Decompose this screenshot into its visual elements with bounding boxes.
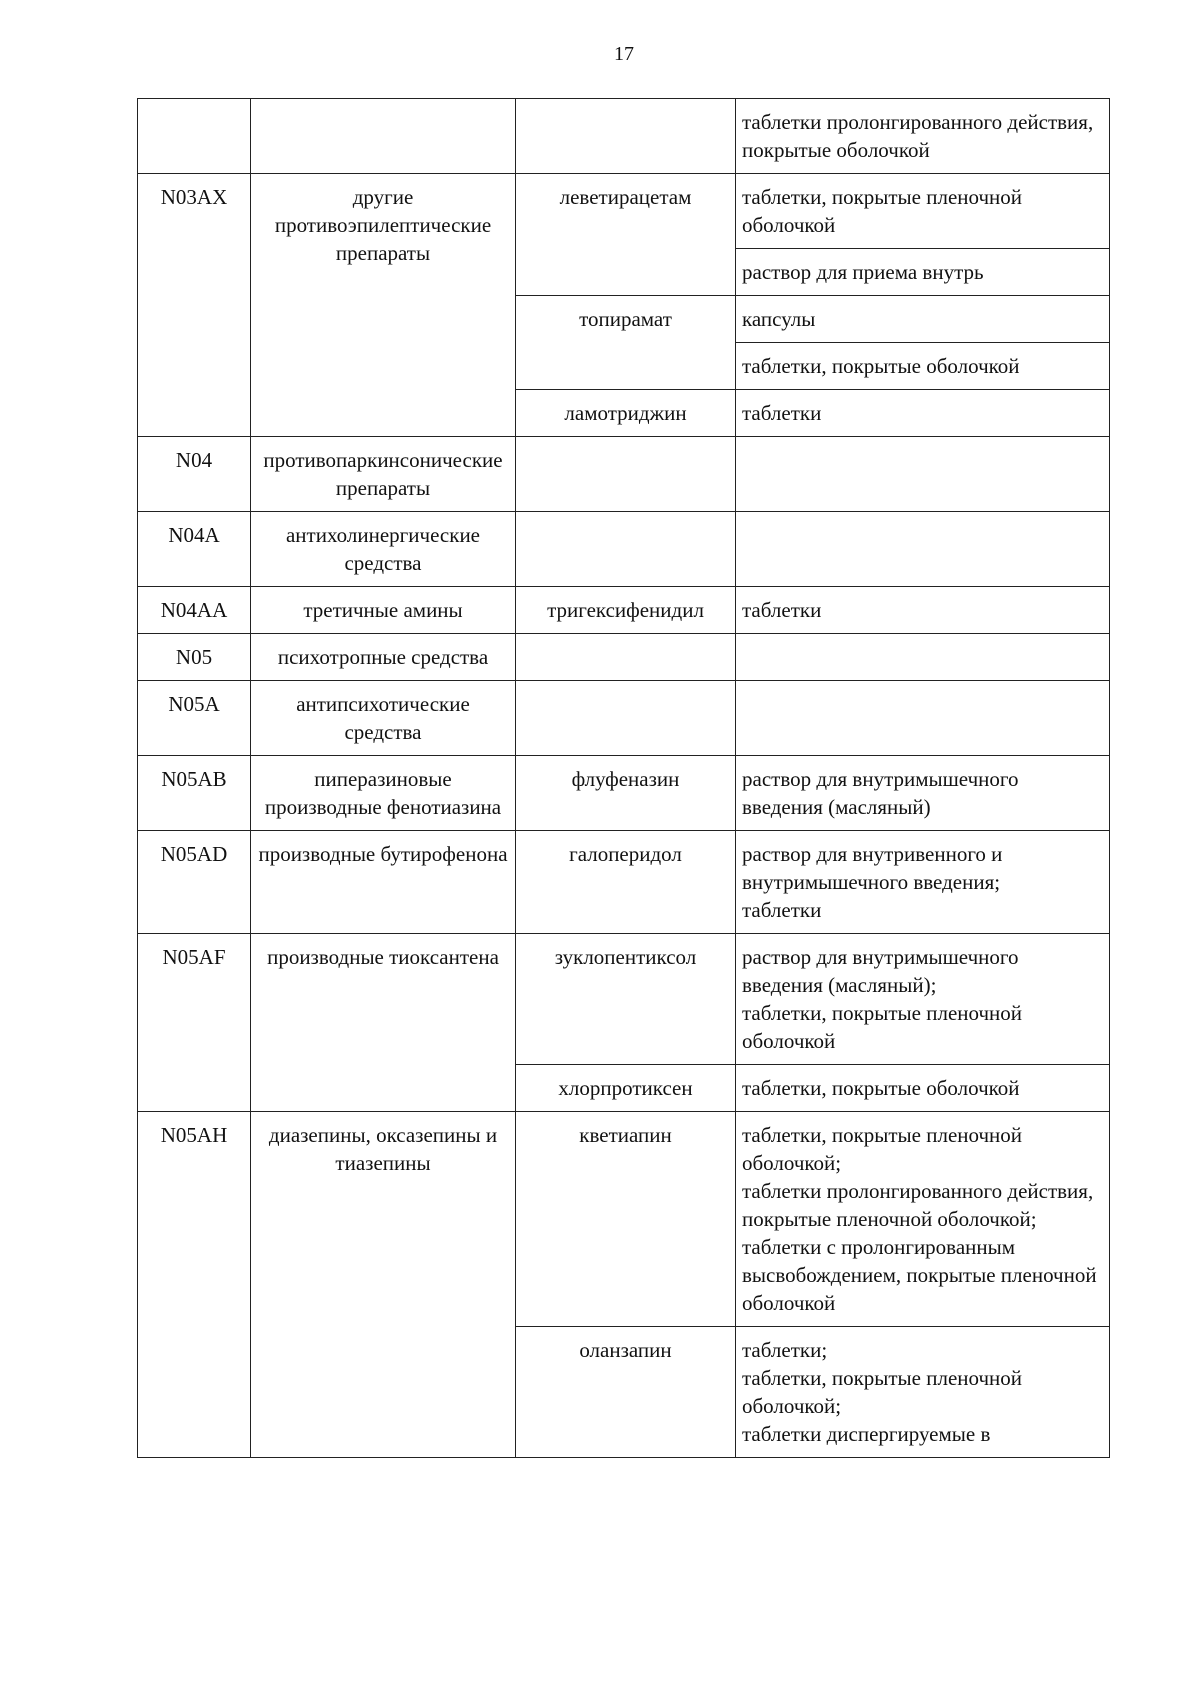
form-line: таблетки диспергируемые в bbox=[742, 1422, 991, 1446]
form-line: таблетки, покрытые оболочкой bbox=[742, 1076, 1020, 1100]
form-cell bbox=[736, 587, 1110, 634]
table-row bbox=[138, 99, 1110, 174]
form-line: раствор для внутримышечного введения (масляный); bbox=[742, 945, 1019, 997]
atc-code-cell: N04 bbox=[138, 437, 251, 512]
form-line: раствор для внутримышечного введения (масляный) bbox=[742, 767, 1019, 819]
atc-code-cell: N05A bbox=[138, 681, 251, 756]
form-line: таблетки, покрытые пленочной оболочкой bbox=[742, 185, 1023, 237]
form-cell bbox=[736, 634, 1110, 681]
drug-table bbox=[137, 98, 1110, 1458]
group-cell: производные тиоксантена bbox=[251, 934, 516, 1112]
atc-code-cell: N03AX bbox=[138, 174, 251, 437]
form-line: таблетки; bbox=[742, 1338, 828, 1362]
drug-cell bbox=[516, 681, 736, 756]
form-line: таблетки bbox=[742, 401, 822, 425]
atc-code-cell: N05 bbox=[138, 634, 251, 681]
atc-code-cell: N05AF bbox=[138, 934, 251, 1112]
drug-cell bbox=[516, 437, 736, 512]
table-row bbox=[138, 831, 1110, 934]
atc-code-cell bbox=[138, 99, 251, 174]
form-line: раствор для внутривенного и внутримышечного введения; bbox=[742, 842, 1003, 894]
table-row bbox=[138, 587, 1110, 634]
table-row bbox=[138, 681, 1110, 756]
drug-cell: топирамат bbox=[516, 296, 736, 390]
form-cell bbox=[736, 390, 1110, 437]
group-cell: диазепины, оксазепины и тиазепины bbox=[251, 1112, 516, 1458]
page-number: 17 bbox=[614, 43, 634, 65]
form-cell bbox=[736, 512, 1110, 587]
table-row bbox=[138, 512, 1110, 587]
drug-cell bbox=[516, 99, 736, 174]
form-line: таблетки пролонгированного действия, покрытые оболочкой bbox=[742, 110, 1094, 162]
table-row bbox=[138, 634, 1110, 681]
form-cell bbox=[736, 1065, 1110, 1112]
form-line: раствор для приема внутрь bbox=[742, 260, 984, 284]
form-line: таблетки, покрытые оболочкой bbox=[742, 354, 1020, 378]
form-cell bbox=[736, 437, 1110, 512]
drug-cell: тригексифенидил bbox=[516, 587, 736, 634]
drug-cell: галоперидол bbox=[516, 831, 736, 934]
form-cell bbox=[736, 99, 1110, 174]
group-cell bbox=[251, 99, 516, 174]
drug-cell: оланзапин bbox=[516, 1327, 736, 1458]
drug-cell: ламотриджин bbox=[516, 390, 736, 437]
group-cell: третичные амины bbox=[251, 587, 516, 634]
form-line: таблетки, покрытые пленочной оболочкой; bbox=[742, 1366, 1023, 1418]
group-cell: психотропные средства bbox=[251, 634, 516, 681]
form-line: капсулы bbox=[742, 307, 816, 331]
form-line: таблетки, покрытые пленочной оболочкой bbox=[742, 1001, 1023, 1053]
drug-cell: хлорпротиксен bbox=[516, 1065, 736, 1112]
atc-code-cell: N04AA bbox=[138, 587, 251, 634]
form-cell bbox=[736, 296, 1110, 343]
form-cell bbox=[736, 756, 1110, 831]
form-cell bbox=[736, 343, 1110, 390]
atc-code-cell: N05AB bbox=[138, 756, 251, 831]
group-cell: антипсихотические средства bbox=[251, 681, 516, 756]
group-cell: антихолинергические средства bbox=[251, 512, 516, 587]
table-row bbox=[138, 934, 1110, 1065]
atc-code-cell: N05AH bbox=[138, 1112, 251, 1458]
form-cell bbox=[736, 831, 1110, 934]
group-cell: производные бутирофенона bbox=[251, 831, 516, 934]
form-cell bbox=[736, 1112, 1110, 1327]
table-row bbox=[138, 1112, 1110, 1327]
drug-cell: флуфеназин bbox=[516, 756, 736, 831]
drug-cell: зуклопентиксол bbox=[516, 934, 736, 1065]
form-line: таблетки bbox=[742, 898, 822, 922]
drug-cell bbox=[516, 512, 736, 587]
drug-cell bbox=[516, 634, 736, 681]
form-cell bbox=[736, 1327, 1110, 1458]
form-line: таблетки с пролонгированным высвобождением, покрытые пленочной оболочкой bbox=[742, 1235, 1097, 1315]
group-cell: другие противоэпилептические препараты bbox=[251, 174, 516, 437]
table-row bbox=[138, 437, 1110, 512]
form-cell bbox=[736, 174, 1110, 249]
table-row bbox=[138, 174, 1110, 249]
drug-cell: леветирацетам bbox=[516, 174, 736, 296]
form-cell bbox=[736, 681, 1110, 756]
form-cell bbox=[736, 934, 1110, 1065]
group-cell: противопаркинсонические препараты bbox=[251, 437, 516, 512]
form-cell bbox=[736, 249, 1110, 296]
group-cell: пиперазиновые производные фенотиазина bbox=[251, 756, 516, 831]
table-row bbox=[138, 756, 1110, 831]
drug-cell: кветиапин bbox=[516, 1112, 736, 1327]
atc-code-cell: N04A bbox=[138, 512, 251, 587]
form-line: таблетки, покрытые пленочной оболочкой; bbox=[742, 1123, 1023, 1175]
atc-code-cell: N05AD bbox=[138, 831, 251, 934]
form-line: таблетки bbox=[742, 598, 822, 622]
form-line: таблетки пролонгированного действия, покрытые пленочной оболочкой; bbox=[742, 1179, 1094, 1231]
